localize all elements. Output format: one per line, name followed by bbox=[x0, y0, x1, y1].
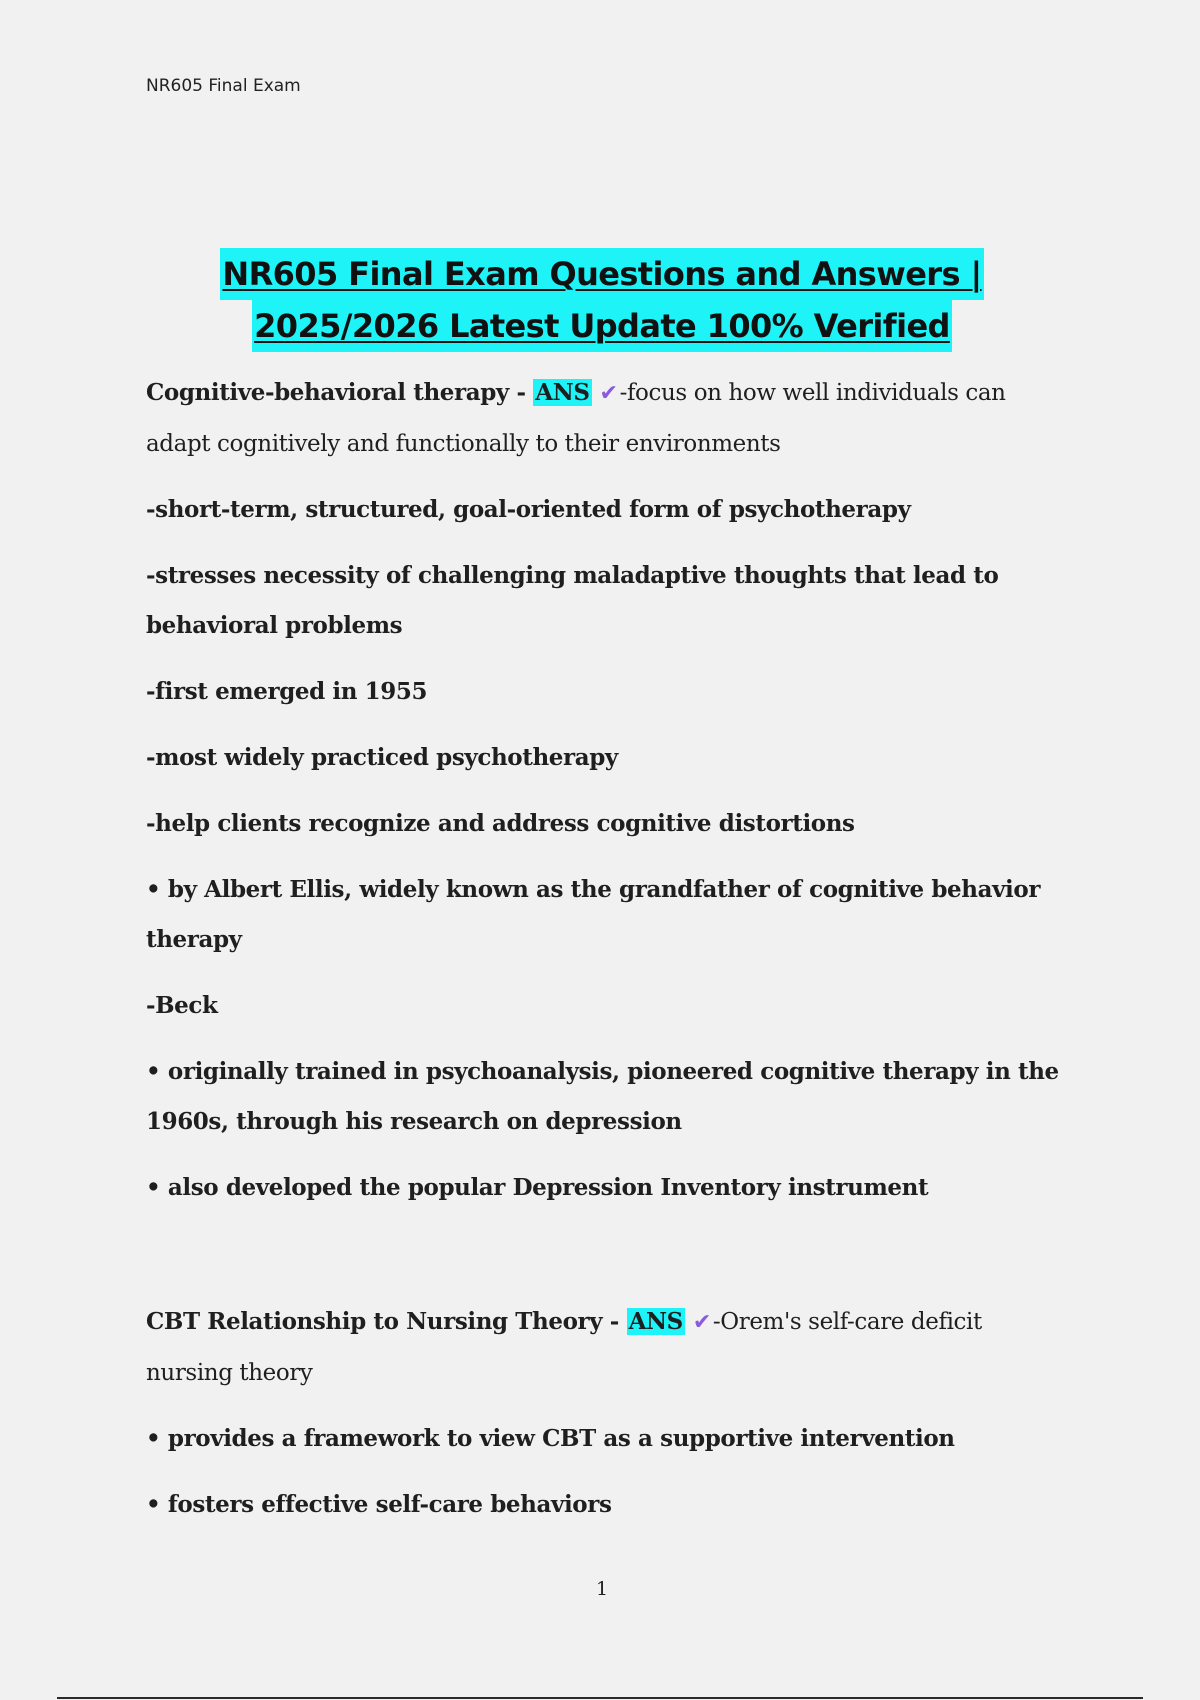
ans-label: ANS bbox=[535, 379, 590, 406]
entry-point: • fosters effective self-care behaviors bbox=[146, 1491, 612, 1518]
entry-point: • originally trained in psychoanalysis, pioneered cognitive therapy in the 1960s, through his research on depression bbox=[146, 1058, 1059, 1135]
entry-point: -short-term, structured, goal-oriented form of psychotherapy bbox=[146, 496, 911, 523]
entry-term: CBT Relationship to Nursing Theory - bbox=[146, 1308, 627, 1335]
document-title bbox=[0, 248, 1200, 352]
running-header: NR605 Final Exam bbox=[146, 76, 301, 96]
ans-label: ANS bbox=[628, 1308, 683, 1335]
entry-heading bbox=[146, 1297, 1066, 1398]
entry-term: Cognitive-behavioral therapy - bbox=[146, 379, 534, 406]
entry-point: -help clients recognize and address cognitive distortions bbox=[146, 810, 855, 837]
entry-heading bbox=[146, 368, 1066, 469]
paragraph-gap bbox=[146, 1229, 1066, 1297]
title-line-1: NR605 Final Exam Questions and Answers | bbox=[220, 248, 983, 300]
entry-definition: -focus on how well individuals can adapt cognitively and functionally to their environments bbox=[146, 380, 1006, 457]
entry-definition: -Orem's self-care deficit nursing theory bbox=[146, 1309, 982, 1386]
title-line-2: 2025/2026 Latest Update 100% Verified bbox=[252, 300, 952, 352]
page-number: 1 bbox=[595, 1578, 609, 1600]
checkmark-icon: ✔ bbox=[599, 381, 618, 406]
checkmark-icon: ✔ bbox=[692, 1310, 711, 1335]
entry-point: • provides a framework to view CBT as a supportive intervention bbox=[146, 1425, 955, 1452]
document-body bbox=[146, 368, 1066, 1546]
entry-point: -Beck bbox=[146, 992, 218, 1019]
entry-point: • also developed the popular Depression Inventory instrument bbox=[146, 1174, 929, 1201]
entry-point: -first emerged in 1955 bbox=[146, 678, 428, 705]
footer-rule bbox=[57, 1697, 1143, 1699]
entry-point: • by Albert Ellis, widely known as the grandfather of cognitive behavior therapy bbox=[146, 876, 1041, 953]
entry-point: -stresses necessity of challenging maladaptive thoughts that lead to behavioral problems bbox=[146, 562, 999, 639]
entry-point: -most widely practiced psychotherapy bbox=[146, 744, 618, 771]
